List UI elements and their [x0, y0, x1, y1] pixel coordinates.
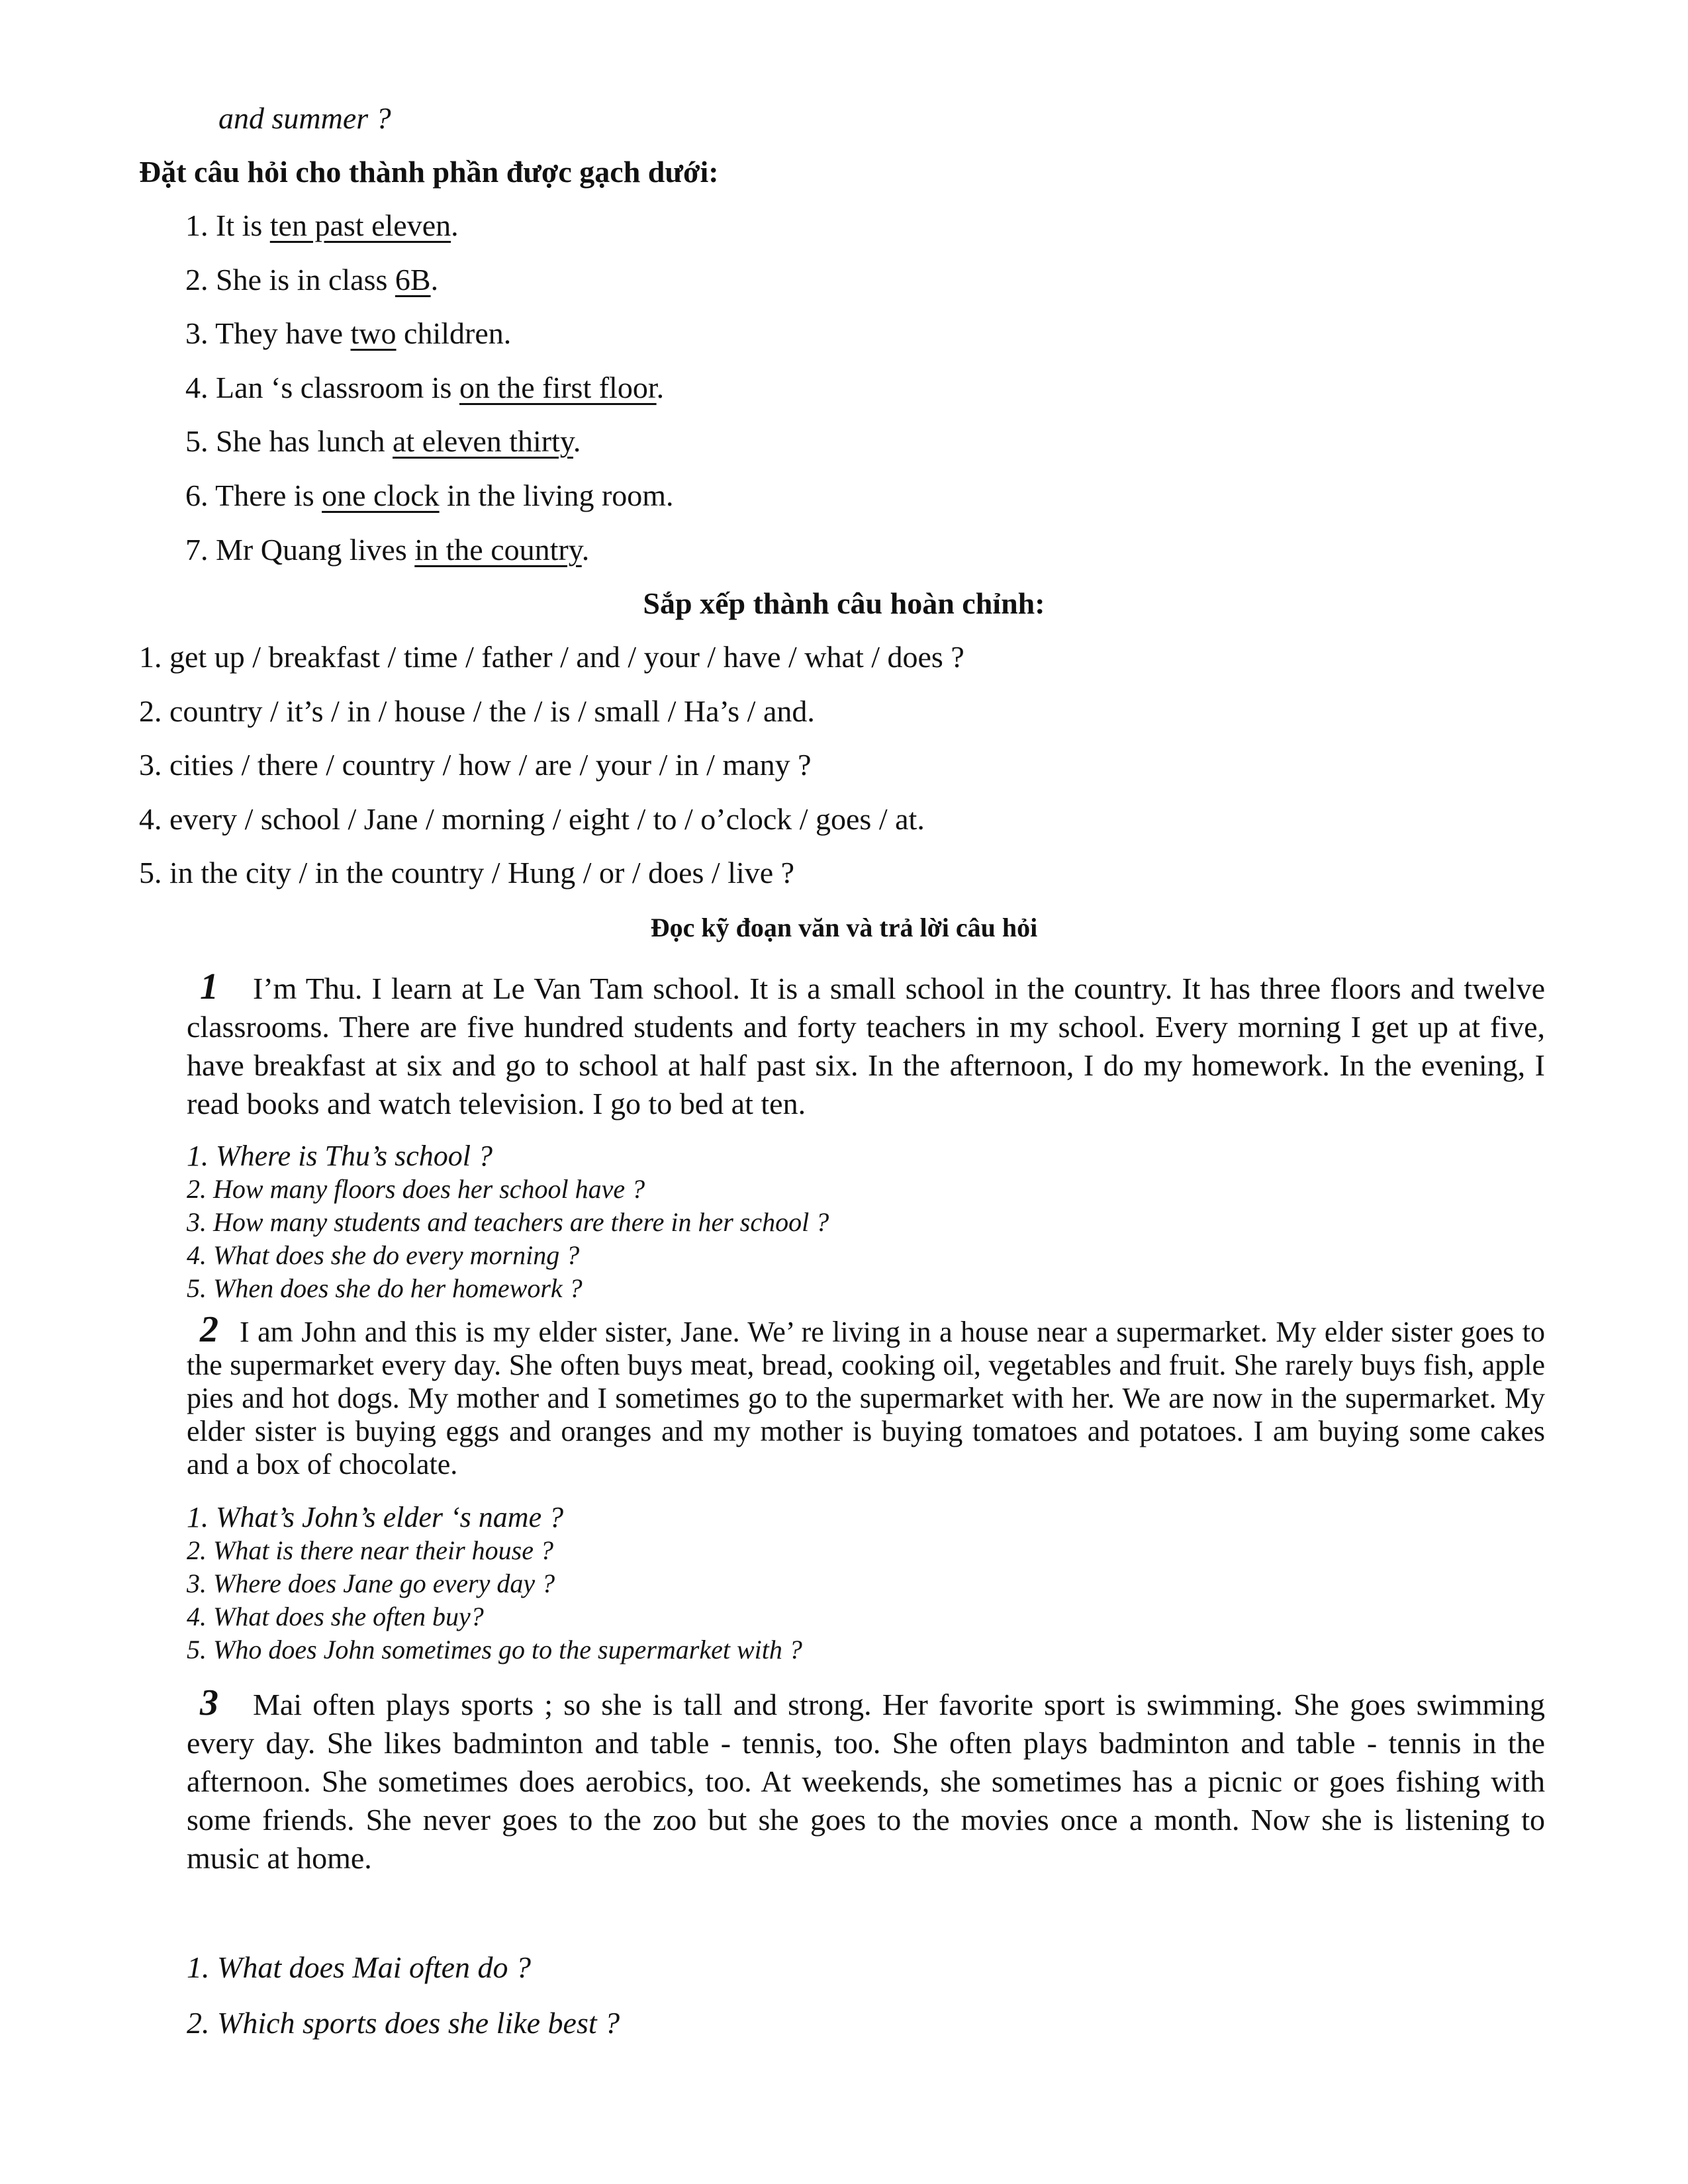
question: 5. When does she do her homework ?	[187, 1273, 583, 1303]
item-text-end: .	[656, 371, 665, 404]
s1-item-6	[185, 480, 674, 511]
item-text: It is	[216, 208, 270, 242]
underlined-part: in the country	[414, 533, 582, 567]
s1-item-2	[185, 265, 438, 295]
question: 1. Where is Thu’s school ?	[187, 1140, 492, 1172]
item-number: 7.	[185, 533, 209, 567]
question: 4. What does she do every morning ?	[187, 1240, 580, 1270]
passage-number-1: 1	[200, 966, 218, 1007]
s2-item-4: 4. every / school / Jane / morning / eight / to / o’clock / goes / at.	[139, 802, 925, 836]
question: 3. Where does Jane go every day ?	[187, 1569, 555, 1598]
underlined-part: ten past eleven	[269, 208, 451, 242]
underlined-part: two	[350, 316, 397, 350]
passage-2	[187, 1309, 1545, 1481]
question: 2. What is there near their house ?	[187, 1535, 554, 1565]
passage-1-questions	[187, 1140, 829, 1305]
section1-heading: Đặt câu hỏi cho thành phần được gạch dưới:	[139, 155, 719, 189]
item-text-end: .	[451, 208, 459, 242]
s1-item-1	[185, 210, 459, 241]
item-text: There is	[215, 478, 322, 512]
passage-1	[187, 968, 1545, 1123]
item-text-end: in the living room.	[439, 478, 674, 512]
s1-item-4	[185, 373, 664, 403]
s2-item-5: 5. in the city / in the country / Hung / or / does / live ?	[139, 856, 795, 889]
item-text: She has lunch	[216, 424, 393, 458]
section3-heading: Đọc kỹ đoạn văn và trả lời câu hỏi	[650, 913, 1038, 942]
item-text-end: children.	[396, 316, 512, 350]
item-number: 3.	[185, 316, 209, 350]
passage-3	[187, 1684, 1545, 1878]
question: 2. How many floors does her school have ?	[187, 1174, 645, 1204]
intro-line: and summer ?	[218, 101, 391, 135]
passage-number-2: 2	[200, 1309, 218, 1350]
item-text: Mr Quang lives	[216, 533, 415, 567]
passage-2-text: I am John and this is my elder sister, Jane. We’ re living in a house near a supermarket. My elder sister goes to the supermarket every day. She often buys meat, bread, cooking oil, vegetables and fruit. She rarely buys fish, apple pies and hot dogs. My mother and I sometimes go to the supermarket with her. We are now in the supermarket. My elder sister is buying eggs and oranges and my mother is buying tomatoes and potatoes. I am buying some cakes and a box of chocolate.	[187, 1316, 1545, 1480]
section2-heading: Sắp xếp thành câu hoàn chỉnh:	[643, 586, 1045, 620]
passage-2-questions	[187, 1501, 802, 1666]
item-text: They have	[215, 316, 351, 350]
s1-item-3	[185, 318, 511, 349]
passage-3-question-1: 1. What does Mai often do ?	[187, 1950, 531, 1984]
s2-item-2: 2. country / it’s / in / house / the / is / small / Ha’s / and.	[139, 694, 815, 728]
passage-number-3: 3	[200, 1682, 218, 1723]
s2-item-3: 3. cities / there / country / how / are / your / in / many ?	[139, 748, 812, 782]
s2-item-1: 1. get up / breakfast / time / father / and / your / have / what / does ?	[139, 640, 964, 674]
s1-item-5	[185, 426, 581, 457]
underlined-part: at eleven thirty	[393, 424, 573, 458]
passage-3-question-2: 2. Which sports does she like best ?	[187, 2006, 620, 2040]
question: 4. What does she often buy?	[187, 1602, 484, 1631]
item-text: Lan ‘s classroom is	[216, 371, 459, 404]
question: 3. How many students and teachers are there in her school ?	[187, 1207, 829, 1237]
item-number: 4.	[185, 371, 209, 404]
passage-1-text: I’m Thu. I learn at Le Van Tam school. It is a small school in the country. It has three floors and twelve classrooms. There are five hundred students and forty teachers in my school. Every morning I get up at five, have breakfast at six and go to school at half past six. In the afternoon, I do my homework. In the evening, I read books and watch television. I go to bed at ten.	[187, 972, 1545, 1120]
underlined-part: one clock	[322, 478, 440, 512]
item-text-end: .	[430, 263, 439, 296]
item-text-end: .	[573, 424, 581, 458]
item-number: 2.	[185, 263, 209, 296]
item-number: 6.	[185, 478, 209, 512]
question: 5. Who does John sometimes go to the supermarket with ?	[187, 1635, 802, 1664]
passage-3-text: Mai often plays sports ; so she is tall and strong. Her favorite sport is swimming. She goes swimming every day. She likes badminton and table - tennis, too. She often plays badminton and table - tennis in the afternoon. She sometimes does aerobics, too. At weekends, she sometimes has a picnic or goes fishing with some friends. She never goes to the zoo but she goes to the movies once a month. Now she is listening to music at home.	[187, 1688, 1545, 1875]
s1-item-7	[185, 535, 589, 565]
item-number: 1.	[185, 208, 209, 242]
question: 1. What’s John’s elder ‘s name ?	[187, 1501, 564, 1533]
underlined-part: on the first floor	[459, 371, 657, 404]
item-text-end: .	[581, 533, 590, 567]
item-number: 5.	[185, 424, 209, 458]
underlined-part: 6B	[395, 263, 431, 296]
item-text: She is in class	[216, 263, 395, 296]
